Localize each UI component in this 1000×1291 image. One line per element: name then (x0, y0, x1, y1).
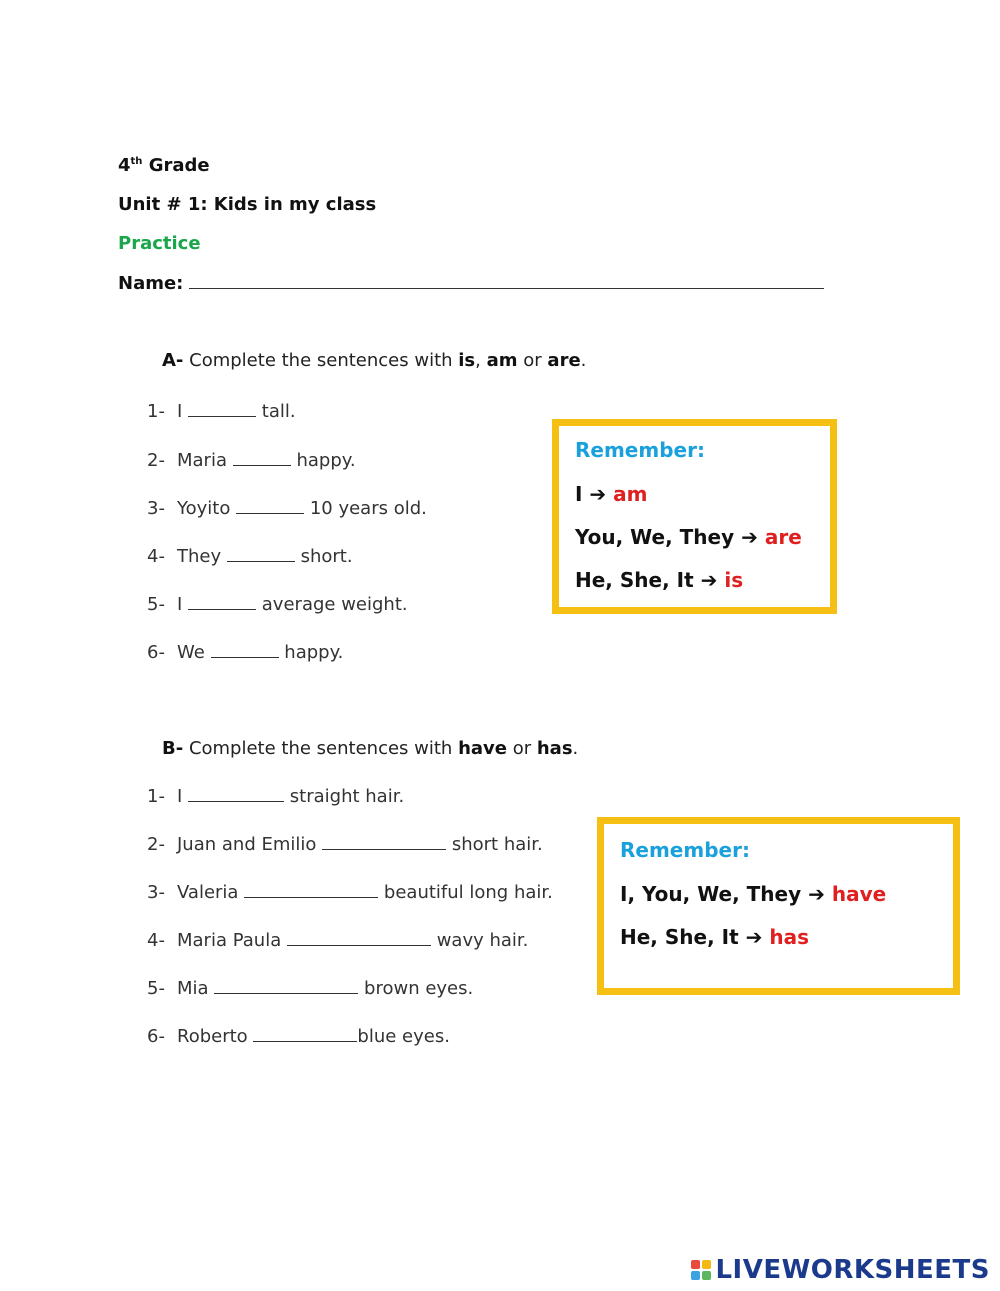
list-item (147, 546, 353, 567)
item-number: 2- (147, 450, 165, 471)
item-post: happy. (296, 450, 356, 471)
item-number: 6- (147, 642, 165, 663)
item-number: 3- (147, 882, 165, 903)
answer-blank[interactable] (188, 787, 284, 802)
logo-block (702, 1271, 711, 1280)
item-pre: Maria Paula (177, 930, 282, 951)
logo-block (691, 1271, 700, 1280)
list-item (147, 978, 473, 999)
item-pre: I (177, 786, 183, 807)
item-post: 10 years old. (309, 498, 427, 519)
section-a-or: or (523, 350, 542, 371)
answer-blank[interactable] (188, 595, 256, 610)
item-number: 1- (147, 786, 165, 807)
answer-blank[interactable] (214, 979, 358, 994)
item-pre: Yoyito (177, 498, 231, 519)
remember-line-1 (620, 882, 886, 906)
unit-heading: Unit # 1: Kids in my class (118, 194, 377, 215)
verb-text: have (831, 882, 887, 906)
item-post: blue eyes. (357, 1026, 450, 1047)
section-b-instruction (162, 738, 578, 759)
item-post: brown eyes. (364, 978, 474, 999)
list-item (147, 1026, 450, 1047)
liveworksheets-logo (691, 1255, 990, 1285)
section-b-intro: Complete the sentences with (188, 738, 453, 759)
section-a-period: . (580, 350, 587, 371)
list-item (147, 882, 553, 903)
answer-blank[interactable] (211, 643, 279, 658)
answer-blank[interactable] (322, 835, 446, 850)
subject-text: You, We, They (575, 525, 735, 549)
verb-text: am (613, 482, 648, 506)
item-pre: We (177, 642, 205, 663)
name-field-line[interactable] (189, 272, 824, 289)
subject-text: He, She, It (575, 568, 694, 592)
item-pre: I (177, 594, 183, 615)
item-pre: They (177, 546, 222, 567)
section-b-or: or (512, 738, 532, 759)
grade-number: 4 (118, 155, 131, 176)
remember-box-b (597, 817, 960, 995)
arrow-icon: ➔ (589, 482, 607, 506)
item-post: beautiful long hair. (383, 882, 553, 903)
remember-title: Remember: (620, 838, 750, 862)
logo-block (691, 1260, 700, 1269)
subject-text: He, She, It (620, 925, 739, 949)
item-post: straight hair. (289, 786, 405, 807)
item-post: short. (300, 546, 353, 567)
answer-blank[interactable] (244, 883, 378, 898)
item-pre: Mia (177, 978, 209, 999)
item-post: wavy hair. (436, 930, 529, 951)
item-post: short hair. (451, 834, 543, 855)
list-item (147, 642, 343, 663)
answer-blank[interactable] (253, 1027, 357, 1042)
practice-heading: Practice (118, 233, 201, 254)
section-a-word-am: am (486, 350, 518, 371)
subject-text: I (575, 482, 583, 506)
grade-heading (118, 155, 210, 176)
list-item (147, 401, 296, 422)
section-a-intro: Complete the sentences with (189, 350, 453, 371)
item-number: 5- (147, 594, 165, 615)
list-item (147, 930, 528, 951)
list-item (147, 498, 427, 519)
section-b-period: . (572, 738, 579, 759)
answer-blank[interactable] (236, 499, 304, 514)
grade-label: Grade (148, 155, 210, 176)
item-pre: Roberto (177, 1026, 248, 1047)
item-pre: Valeria (177, 882, 239, 903)
name-row (118, 272, 824, 294)
item-pre: I (177, 401, 183, 422)
logo-blocks-icon (691, 1260, 711, 1280)
arrow-icon: ➔ (745, 925, 763, 949)
item-post: happy. (284, 642, 344, 663)
item-post: average weight. (261, 594, 408, 615)
item-number: 2- (147, 834, 165, 855)
remember-line-1 (575, 482, 648, 506)
section-a-word-are: are (547, 350, 581, 371)
item-number: 6- (147, 1026, 165, 1047)
section-a-letter: A- (162, 350, 184, 371)
list-item (147, 594, 408, 615)
item-pre: Juan and Emilio (177, 834, 317, 855)
section-b-word-has: has (536, 738, 573, 759)
list-item (147, 834, 543, 855)
remember-line-2 (620, 925, 809, 949)
logo-text: LIVEWORKSHEETS (715, 1255, 990, 1285)
list-item (147, 450, 356, 471)
item-number: 3- (147, 498, 165, 519)
grade-ordinal: th (130, 156, 143, 167)
answer-blank[interactable] (188, 402, 256, 417)
remember-line-3 (575, 568, 743, 592)
section-b-word-have: have (458, 738, 507, 759)
item-post: tall. (261, 401, 296, 422)
list-item (147, 786, 404, 807)
item-number: 4- (147, 546, 165, 567)
answer-blank[interactable] (233, 451, 291, 466)
verb-text: is (724, 568, 744, 592)
remember-title: Remember: (575, 438, 705, 462)
answer-blank[interactable] (287, 931, 431, 946)
item-number: 5- (147, 978, 165, 999)
verb-text: has (769, 925, 809, 949)
remember-box-a (552, 419, 837, 614)
name-label: Name: (118, 273, 184, 294)
answer-blank[interactable] (227, 547, 295, 562)
section-a-word-is: is (458, 350, 476, 371)
verb-text: are (764, 525, 802, 549)
item-number: 1- (147, 401, 165, 422)
logo-block (702, 1260, 711, 1269)
section-b-letter: B- (162, 738, 184, 759)
section-a-instruction (162, 350, 586, 371)
arrow-icon: ➔ (700, 568, 718, 592)
section-a-comma: , (475, 350, 481, 371)
item-pre: Maria (177, 450, 227, 471)
item-number: 4- (147, 930, 165, 951)
remember-line-2 (575, 525, 802, 549)
subject-text: I, You, We, They (620, 882, 802, 906)
arrow-icon: ➔ (741, 525, 758, 549)
arrow-icon: ➔ (808, 882, 825, 906)
